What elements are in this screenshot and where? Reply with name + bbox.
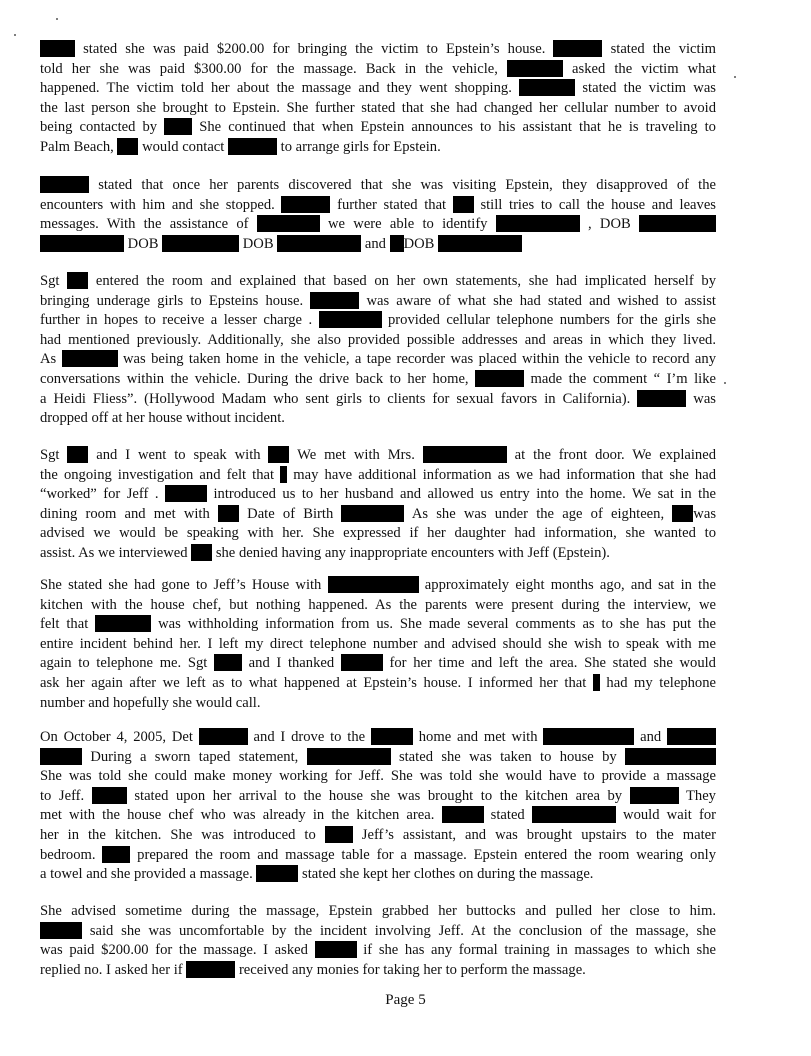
text-run: to Jeff. [40,787,92,804]
text-run: We met with Mrs. [289,447,423,463]
redaction-block [307,748,391,765]
scan-speck [734,76,736,78]
text-run: said she was uncomfortable by the incident involving Jeff. At the conclusion of the massage, she [82,922,716,939]
text-run: provided cellular telephone numbers for the girls she [381,312,716,329]
text-run: stated she was paid $200.00 for bringing the victim to Epstein’s house. [75,41,554,57]
scan-speck [56,18,58,20]
text-line [40,576,716,596]
text-run: stated the victim was [575,80,716,97]
redaction-block [637,390,686,407]
text-run: replied no. I asked her if [40,961,187,978]
text-run: to arrange girls for Epstein. [277,138,441,155]
redaction-block [268,446,289,463]
text-line [40,654,716,674]
text-line [40,941,716,961]
text-line [40,79,716,99]
text-run: She advised sometime during the massage, Epstein grabbed her buttocks and pulled her close to him. [40,903,716,919]
redaction-block [325,826,353,843]
text-run: “worked” for Jeff . [40,486,165,503]
text-run: felt that [40,616,96,633]
text-line [40,390,716,410]
text-line [40,961,716,981]
text-line [40,767,716,787]
text-line [40,728,716,748]
redaction-block [162,235,239,252]
redaction-block [438,235,522,252]
redaction-block [630,787,679,804]
redaction-block [507,60,563,77]
text-run: and I thanked [242,655,341,672]
text-line [40,485,716,505]
redaction-block [214,654,242,671]
text-run: stated that once her parents discovered that she was visiting Epstein, they disapproved of the [89,177,716,193]
text-line [40,99,716,119]
text-line [40,615,716,635]
text-run: DOB [124,235,163,252]
text-run: advised we would be speaking with her. She expressed if her daughter had information, she wanted to [40,525,716,542]
text-line [40,215,716,235]
redaction-block [315,941,357,958]
redaction-block [67,272,88,289]
text-run: ask her again after we left as to what happened at Epstein’s house. I informed her that [40,674,593,691]
text-run: assist. As we interviewed [40,544,192,561]
text-run: She was told she could make money working for Jeff. She was told she would have to provide a massage [40,768,716,785]
redaction-block [164,118,192,135]
text-line [40,748,716,768]
text-run: approximately eight months ago, and sat in the [418,577,716,593]
redaction-block [390,235,404,252]
text-run: prepared the room and massage table for a massage. Epstein entered the room wearing only [130,846,716,863]
redaction-block [40,235,124,252]
text-run: was [693,505,716,522]
text-run: stated [483,807,532,824]
text-run: Sgt [40,273,68,289]
redaction-block [453,196,474,213]
text-run: number and hopefully she would call. [40,694,261,711]
text-line [40,235,716,255]
redaction-block [40,176,89,193]
text-line [40,524,716,544]
text-run: home and met with [412,729,544,745]
text-run: and [634,729,668,745]
text-run: conversations within the vehicle. During the drive back to her home, [40,370,476,387]
text-run: bedroom. [40,846,103,863]
text-line [40,350,716,370]
text-run: the last person she brought to Epstein. She further stated that she had changed her cellular number to avoid [40,99,716,116]
text-run: was withholding information from us. She made several comments as to she has put the [151,616,716,633]
redaction-block [40,748,82,765]
text-line [40,544,716,564]
text-run: entered the room and explained that based on her own statements, she had implicated herself by [88,273,716,289]
text-line [40,60,716,80]
text-run: was aware of what she had stated and wished to assist [359,292,716,309]
scan-speck [724,382,726,384]
redaction-block [328,576,419,593]
text-run: may have additional information as we had information that she had [287,466,716,483]
text-run: being contacted by [40,119,165,136]
text-run: dining room and met with [40,505,218,522]
redaction-block [281,196,330,213]
text-line [40,787,716,807]
redaction-block [40,922,82,939]
text-run: Palm Beach, [40,138,118,155]
text-run: a towel and she provided a massage. [40,866,257,883]
redaction-block [319,311,382,328]
text-line [40,674,716,694]
redaction-block [92,787,127,804]
text-run: made the comment “ I’m like [524,370,716,387]
text-run: received any monies for taking her to perform the massage. [235,961,586,978]
text-line [40,846,716,866]
text-run: dropped off at her house without incident. [40,410,285,427]
text-run: Date of Birth [238,505,342,522]
redaction-block [639,215,716,232]
text-line [40,865,716,885]
text-run: would wait for [615,807,716,824]
text-run: During a sworn taped statement, [82,748,307,765]
text-run: encounters with him and she stopped. [40,196,282,213]
text-line [40,196,716,216]
redaction-block [341,505,404,522]
text-run: for her time and left the area. She stated she would [382,655,716,672]
text-run: would contact [138,138,228,155]
redaction-block [165,485,207,502]
text-run: introduced us to her husband and allowed us entry into the home. We sat in the [207,486,717,503]
page-number: Page 5 [385,992,426,1008]
text-run: Jeff’s assistant, and was brought upstairs to the mater [352,826,717,843]
redaction-block [40,40,75,57]
text-run: stated she kept her clothes on during the massage. [298,866,594,883]
text-run: further in hopes to receive a lesser charge . [40,312,319,329]
text-run: stated upon her arrival to the house she was brought to the kitchen area by [126,787,630,804]
text-run: was [686,390,716,407]
text-run: we were able to identify [319,216,496,233]
redaction-block [191,544,212,561]
redaction-block [519,79,575,96]
redaction-block [672,505,693,522]
text-line [40,138,716,158]
redaction-block [475,370,524,387]
paragraph [40,176,716,254]
text-run: asked the victim what [562,60,717,77]
text-run: was being taken home in the vehicle, a tape recorder was placed within the vehicle to record any [117,351,716,368]
text-run: her in the kitchen. She was introduced to [40,826,325,843]
text-run: entire incident behind her. I left my direct telephone number and advised should she wish to speak with me [40,635,716,652]
text-line [40,331,716,351]
text-run: she denied having any inappropriate encounters with Jeff (Epstein). [212,544,610,561]
text-run: had mentioned previously. Additionally, she also provided possible addresses and areas in which they lived. [40,331,716,348]
text-line [40,311,716,331]
text-run: They [678,787,716,804]
text-run: DOB [403,235,439,252]
redaction-block [62,350,118,367]
redaction-block [667,728,716,745]
text-run: On October 4, 2005, Det [40,729,199,745]
text-run: and I went to speak with [88,447,269,463]
redaction-block [371,728,413,745]
redaction-block [199,728,248,745]
text-line [40,806,716,826]
text-line [40,446,716,466]
text-run: met with the house chef who was already in the kitchen area. [40,807,442,824]
redaction-block [543,728,634,745]
redaction-block [423,446,507,463]
text-line [40,826,716,846]
text-run: As [40,351,62,368]
text-run: DOB [239,235,278,252]
text-line [40,596,716,616]
text-run: Sgt [40,447,68,463]
redaction-block [117,138,138,155]
text-run: told her she was paid $300.00 for the massage. Back in the vehicle, [40,60,507,77]
text-line [40,272,716,292]
scan-speck [14,34,16,36]
redaction-block [95,615,151,632]
text-run: She continued that when Epstein announces to his assistant that he is traveling to [192,119,716,136]
redaction-block [102,846,130,863]
text-run: stated she was taken to house by [390,748,625,765]
text-line [40,176,716,196]
text-run: She stated she had gone to Jeff’s House with [40,577,328,593]
redaction-block [496,215,580,232]
redaction-block [256,865,298,882]
redaction-block [228,138,277,155]
text-line [40,505,716,525]
text-run: if she has any formal training in massages to which she [356,942,716,959]
text-run: happened. The victim told her about the massage and they went shopping. [40,80,520,97]
paragraph [40,446,716,564]
text-run: a Heidi Fliess”. (Hollywood Madam who sent girls to clients for sexual favors in California). [40,390,638,407]
paragraph [40,902,716,980]
redaction-block [186,961,235,978]
paragraph [40,272,716,429]
paragraph [40,576,716,713]
redaction-block [341,654,383,671]
text-run: and I drove to the [247,729,371,745]
text-run: , DOB [579,216,639,233]
text-line [40,370,716,390]
paragraph [40,40,716,158]
text-run: messages. With the assistance of [40,216,257,233]
text-line [40,292,716,312]
paragraph [40,728,716,885]
text-line [40,902,716,922]
text-run: again to telephone me. Sgt [40,655,214,672]
text-line [40,694,716,714]
text-run: bringing underage girls to Epsteins house. [40,292,311,309]
redaction-block [310,292,359,309]
text-run: and [361,235,390,252]
text-run: still tries to call the house and leaves [473,196,716,213]
text-run: kitchen with the house chef, but nothing happened. As the parents were present during the interview, we [40,596,716,613]
text-run: had my telephone [599,674,716,691]
text-line [40,409,716,429]
redaction-block [277,235,361,252]
redaction-block [625,748,716,765]
redaction-block [532,806,616,823]
redaction-block [442,806,484,823]
text-line [40,635,716,655]
redaction-block [257,215,320,232]
text-run: stated the victim [602,41,716,57]
redaction-block [218,505,239,522]
text-run: was paid $200.00 for the massage. I asked [40,942,315,959]
text-run: at the front door. We explained [506,447,717,463]
text-run: As she was under the age of eighteen, [404,505,673,522]
redaction-block [67,446,88,463]
text-run: the ongoing investigation and felt that [40,466,281,483]
text-line [40,118,716,138]
text-line [40,466,716,486]
redaction-block [553,40,602,57]
redaction-block [593,674,600,691]
text-line [40,922,716,942]
text-run: further stated that [330,196,453,213]
text-line [40,40,716,60]
